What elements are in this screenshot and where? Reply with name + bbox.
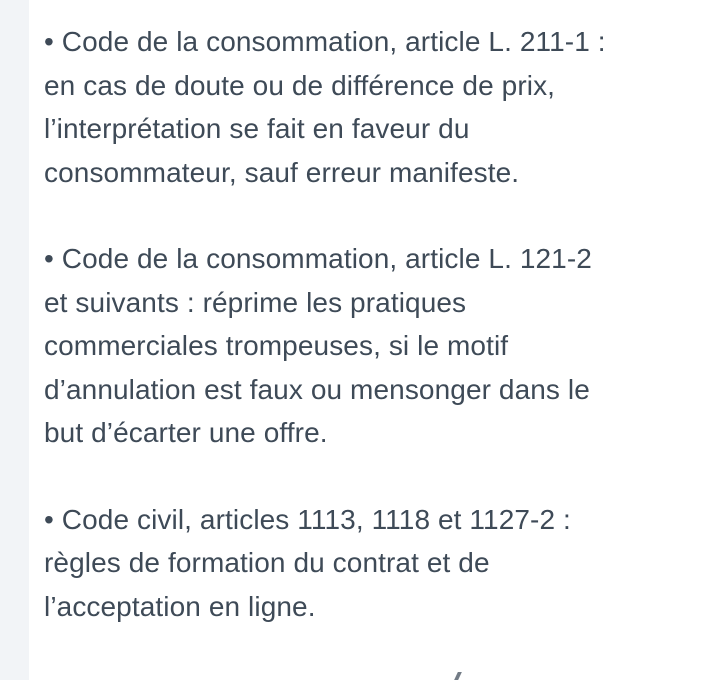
text-line: l’interprétation se fait en faveur du: [44, 113, 470, 144]
message-panel: [29, 0, 709, 680]
legal-reference-item: [44, 498, 694, 629]
text-line: • Code de la consommation, article L. 211-1 :: [44, 26, 606, 57]
text-line: but d’écarter une offre.: [44, 417, 328, 448]
text-line: • Code de la consommation, article L. 121-2: [44, 243, 592, 274]
text-line: en cas de doute ou de différence de prix,: [44, 69, 556, 101]
text-line: • Code civil, articles 1113, 1118 et 1127-2 :: [44, 503, 571, 535]
text-line: d’annulation est faux ou mensonger dans le: [44, 373, 590, 405]
text-line: règles de formation du contrat et de: [44, 547, 490, 578]
legal-reference-item: [44, 237, 694, 455]
cut-off-text-fragment: [454, 672, 462, 680]
text-line: l’acceptation en ligne.: [44, 590, 316, 622]
text-line: et suivants : réprime les pratiques: [44, 286, 467, 318]
text-line: consommateur, sauf erreur manifeste.: [44, 156, 520, 188]
legal-reference-item: [44, 20, 694, 194]
text-line: commerciales trompeuses, si le motif: [44, 330, 509, 361]
legal-references-text: [44, 20, 694, 671]
